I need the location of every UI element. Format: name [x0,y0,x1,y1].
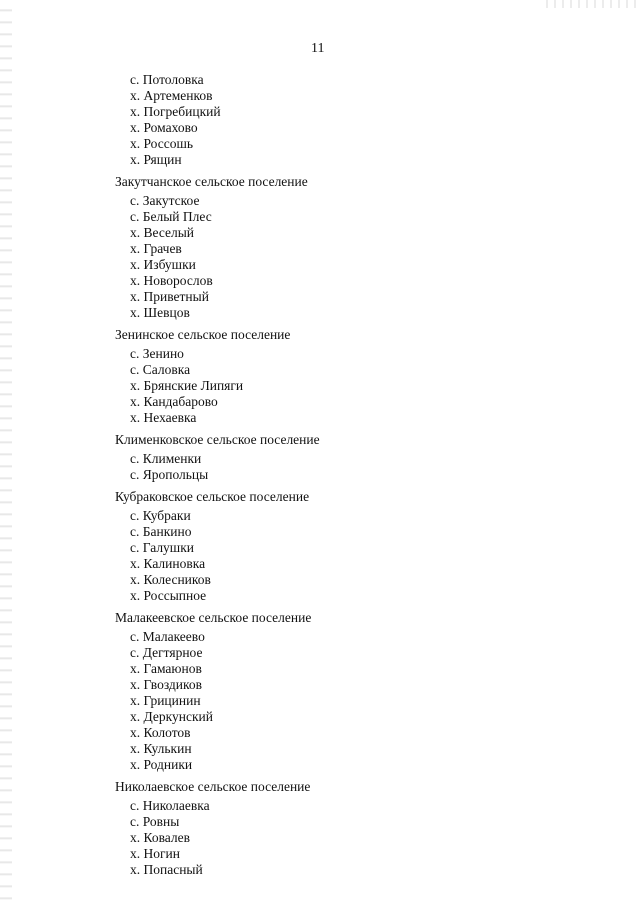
village-item: х. Кулькин [130,741,192,756]
village-item: х. Россошь [130,136,194,151]
village-list [0,193,640,321]
village-item: с. Зенино [130,346,184,361]
village-item: с. Потоловка [130,72,204,87]
village-item: с. Николаевка [130,798,210,813]
settlement-block [0,174,640,321]
settlement-title: Клименковское сельское поселение [115,432,320,447]
village-item: х. Калиновка [130,556,206,571]
village-item: с. Яропольцы [130,467,209,482]
village-item: х. Рящин [130,152,182,167]
settlement-block [0,610,640,773]
settlement-title: Кубраковское сельское поселение [115,489,310,504]
village-item: х. Грицинин [130,693,201,708]
village-item: с. Белый Плес [130,209,212,224]
village-item: х. Ковалев [130,830,190,845]
village-item: х. Новорослов [130,273,213,288]
village-item: х. Россыпное [130,588,207,603]
village-item: с. Клименки [130,451,202,466]
village-item: х. Колесников [130,572,211,587]
village-item: х. Деркунский [130,709,213,724]
settlement-title: Зенинское сельское поселение [115,327,291,342]
village-item: х. Попасный [130,862,203,877]
settlement-title: Малакеевское сельское поселение [115,610,312,625]
village-item: х. Грачев [130,241,182,256]
village-item: х. Ромахово [130,120,198,135]
village-item: х. Веселый [130,225,195,240]
village-list [0,798,640,878]
village-item: х. Гвоздиков [130,677,203,692]
village-item: с. Банкино [130,524,192,539]
village-item: х. Шевцов [130,305,190,320]
village-item: с. Кубраки [130,508,191,523]
settlement-block [0,489,640,604]
village-item: с. Закутское [130,193,200,208]
village-item: х. Родники [130,757,193,772]
village-item: х. Колотов [130,725,191,740]
settlement-block [0,779,640,878]
settlement-block [0,432,640,483]
village-item: х. Избушки [130,257,196,272]
village-item: х. Брянские Липяги [130,378,244,393]
settlement-title: Николаевское сельское поселение [115,779,311,794]
village-list [0,508,640,604]
settlement-title: Закутчанское сельское поселение [115,174,308,189]
village-list [0,72,640,168]
village-item: х. Артеменков [130,88,213,103]
village-list [0,629,640,773]
village-item: с. Малакеево [130,629,205,644]
village-item: х. Ногин [130,846,180,861]
village-item: х. Приветный [130,289,209,304]
settlement-block [0,327,640,426]
village-item: с. Дегтярное [130,645,203,660]
village-item: х. Кандабарово [130,394,218,409]
settlement-list [0,72,640,878]
village-list [0,346,640,426]
village-item: с. Ровны [130,814,180,829]
village-list [0,451,640,483]
scan-top-artifact [540,0,640,8]
village-item: х. Гамаюнов [130,661,202,676]
village-item: с. Саловка [130,362,191,377]
settlement-block [0,72,640,168]
village-item: х. Нехаевка [130,410,197,425]
village-item: х. Погребицкий [130,104,221,119]
page-number: 11 [311,41,325,56]
village-item: с. Галушки [130,540,194,555]
